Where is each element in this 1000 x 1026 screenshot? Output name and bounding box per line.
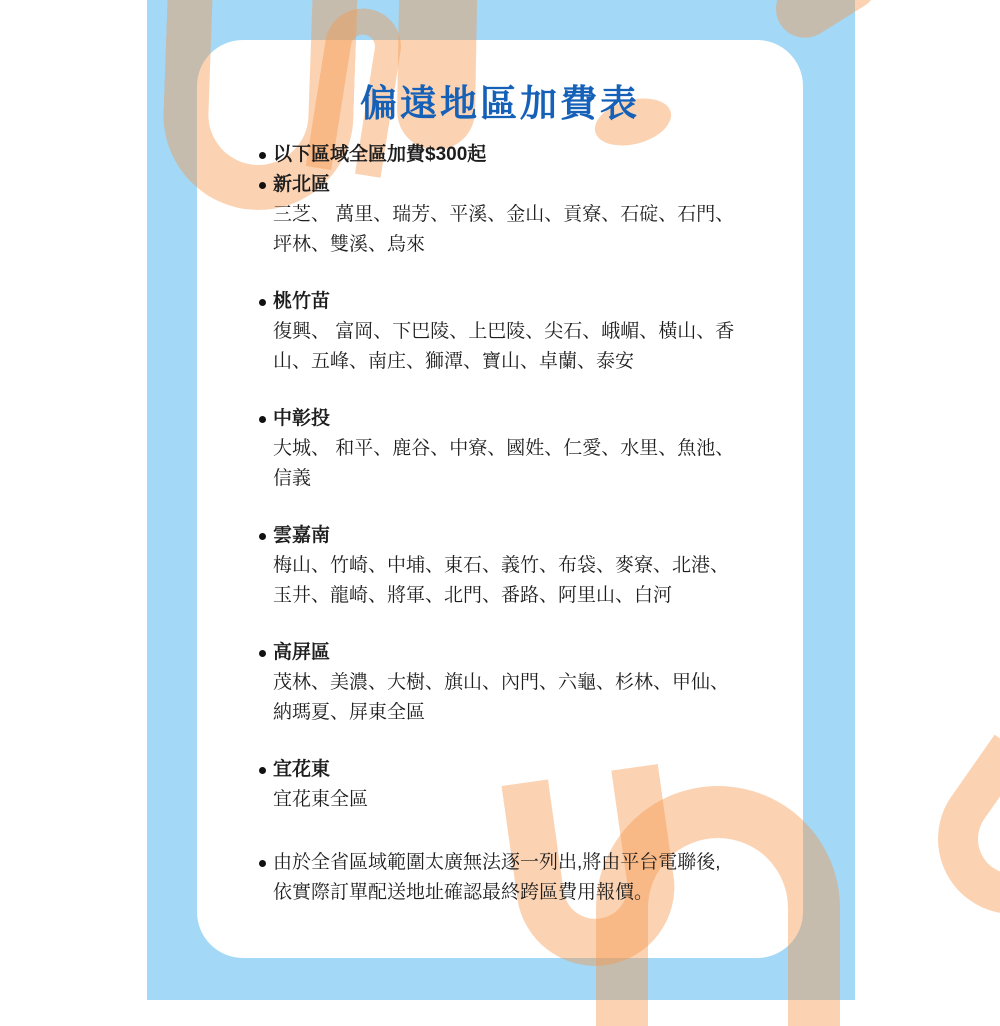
section-line: 山、五峰、南庄、獅潭、寶山、卓蘭、泰安 — [273, 351, 635, 372]
section-yi-hua-dong — [259, 755, 803, 815]
section-new-taipei — [259, 170, 803, 260]
section-heading-row — [259, 170, 803, 200]
section-zhong-zhang-tou — [259, 404, 803, 494]
section-heading: 雲嘉南 — [273, 525, 331, 546]
section-yun-jia-nan — [259, 521, 803, 611]
section-heading: 高屏區 — [273, 642, 331, 663]
page-title: 偏遠地區加費表 — [360, 83, 640, 124]
section-heading: 新北區 — [273, 174, 331, 195]
note-row — [259, 848, 803, 878]
bullet-dot — [259, 767, 266, 774]
section-heading-row — [259, 521, 803, 551]
section-line: 玉井、龍崎、將軍、北門、番路、阿里山、白河 — [273, 585, 673, 606]
section-heading-row — [259, 287, 803, 317]
section-heading-row — [259, 755, 803, 785]
section-line: 坪林、雙溪、烏來 — [273, 234, 426, 255]
section-line: 信義 — [273, 468, 312, 489]
bullet-dot — [259, 416, 266, 423]
note-line: 由於全省區域範圍太廣無法逐一列出,將由平台電聯後, — [273, 852, 721, 873]
card-content — [197, 40, 803, 908]
section-heading: 桃竹苗 — [273, 291, 331, 312]
bullet-dot — [259, 299, 266, 306]
section-line: 梅山、竹崎、中埔、東石、義竹、布袋、麥寮、北港、 — [273, 555, 730, 576]
section-line: 大城、 和平、鹿谷、中寮、國姓、仁愛、水里、魚池、 — [273, 438, 735, 459]
section-line: 宜花東全區 — [273, 789, 369, 810]
section-heading-row — [259, 404, 803, 434]
section-heading: 宜花東 — [273, 759, 331, 780]
section-line: 茂林、美濃、大樹、旗山、內門、六龜、杉林、甲仙、 — [273, 672, 730, 693]
bullet-dot — [259, 533, 266, 540]
section-line: 復興、 富岡、下巴陵、上巴陵、尖石、峨嵋、橫山、香 — [273, 321, 735, 342]
footer-note — [259, 848, 803, 908]
bullet-dot — [259, 152, 266, 159]
section-heading: 中彰投 — [273, 408, 331, 429]
section-gao-ping — [259, 638, 803, 728]
bullet-dot — [259, 650, 266, 657]
bullet-dot — [259, 182, 266, 189]
bullet-dot — [259, 860, 266, 867]
section-line: 三芝、 萬里、瑞芳、平溪、金山、貢寮、石碇、石門、 — [273, 204, 735, 225]
region-list — [197, 140, 803, 908]
decorative-arc-right-edge — [909, 735, 1000, 944]
section-line: 納瑪夏、屏東全區 — [273, 702, 426, 723]
note-line: 依實際訂單配送地址確認最終跨區費用報價。 — [273, 882, 654, 903]
section-heading-row — [259, 638, 803, 668]
intro-text: 以下區域全區加費$300起 — [273, 144, 487, 165]
intro-bullet — [259, 140, 803, 170]
section-tao-zhu-miao — [259, 287, 803, 377]
